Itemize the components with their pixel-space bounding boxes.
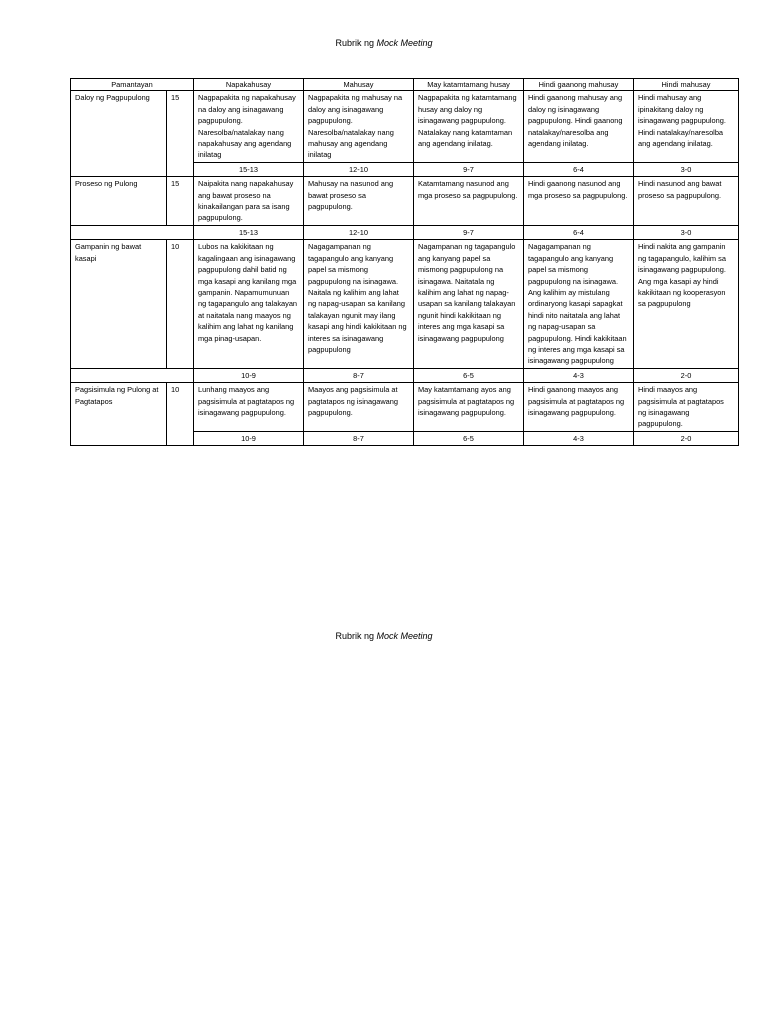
score-row	[71, 368, 739, 382]
header-cell: Napakahusay	[194, 79, 304, 91]
score-cell: 9-7	[414, 225, 524, 239]
score-cell: 4-3	[524, 431, 634, 445]
score-cell: 8-7	[304, 431, 414, 445]
descriptor-cell: Mahusay na nasunod ang bawat proseso sa pagpupulong.	[304, 177, 414, 226]
criterion-cell: Pagsisimula ng Pulong at Pagtatapos	[71, 383, 167, 446]
descriptor-cell: Nagampanan ng tagapangulo ang kanyang papel sa mismong pagpupulong na isinagawa. Naitatala ng kalihim ang lahat ng napag-usapan sa kanilang talakayan ngunit hindi kakikitaan ng interes ang mga kasapi sa isinagawang pagpupulong	[414, 240, 524, 368]
descriptor-cell: Hindi gaanong mahusay ang daloy ng isinagawang pagpupulong. Hindi gaanong natalakay/naresolba ang agendang inilatag.	[524, 91, 634, 162]
descriptor-cell: Hindi gaanong maayos ang pagsisimula at pagtatapos ng isinagawang pagpupulong.	[524, 383, 634, 432]
score-cell: 15-13	[194, 162, 304, 176]
descriptor-cell: Nagagampanan ng tagapangulo ang kanyang papel sa mismong pagpupulong na isinagawa. Naitala ng kalihim ang lahat ng napag-usapan sa kanilang talakayan ngunit may ilang kasapi ang hindi kakikitaan ng interes sa isinagawang pagpupulong	[304, 240, 414, 368]
score-cell: 15-13	[194, 225, 304, 239]
descriptor-cell: Hindi gaanong nasunod ang mga proseso sa pagpupulong.	[524, 177, 634, 226]
header-cell: Mahusay	[304, 79, 414, 91]
page-title: Rubrik ng Mock Meeting	[335, 38, 433, 48]
rubric-table	[70, 78, 739, 446]
header-row	[71, 79, 739, 91]
points-cell: 15	[167, 177, 194, 226]
criterion-cell: Gampanin ng bawat kasapi	[71, 240, 167, 368]
score-cell: 10-9	[194, 431, 304, 445]
descriptor-cell: Nagpapakita ng katamtamang husay ang daloy ng isinagawang pagpupulong. Natalakay nang katamtaman ang agendang inilatag.	[414, 91, 524, 162]
score-cell: 9-7	[414, 162, 524, 176]
score-cell: 6-4	[524, 225, 634, 239]
descriptor-cell: Maayos ang pagsisimula at pagtatapos ng isinagawang pagpupulong.	[304, 383, 414, 432]
score-cell: 8-7	[304, 368, 414, 382]
score-cell: 12-10	[304, 162, 414, 176]
descriptor-cell: Hindi nakita ang gampanin ng tagapangulo, kalihim sa isinagawang pagpupulong. Ang mga kasapi ay hindi kakikitaan ng kooperasyon sa pagpupulong	[634, 240, 739, 368]
criterion-cell: Daloy ng Pagpupulong	[71, 91, 167, 177]
header-cell: Pamantayan	[71, 79, 194, 91]
descriptor-cell: Hindi nasunod ang bawat proseso sa pagpupulong.	[634, 177, 739, 226]
table-row	[71, 91, 739, 162]
score-cell: 3-0	[634, 162, 739, 176]
points-cell: 10	[167, 240, 194, 368]
descriptor-cell: Lunhang maayos ang pagsisimula at pagtatapos ng isinagawang pagpupulong.	[194, 383, 304, 432]
descriptor-cell: Naipakita nang napakahusay ang bawat proseso na kinakailangan para sa isang pagpupulong.	[194, 177, 304, 226]
descriptor-cell: May katamtamang ayos ang pagsisimula at pagtatapos ng isinagawang pagpupulong.	[414, 383, 524, 432]
header-cell: Hindi gaanong mahusay	[524, 79, 634, 91]
score-cell: 3-0	[634, 225, 739, 239]
score-cell: 2-0	[634, 431, 739, 445]
page-title-repeat: Rubrik ng Mock Meeting	[335, 631, 433, 641]
descriptor-cell: Katamtamang nasunod ang mga proseso sa pagpupulong.	[414, 177, 524, 226]
points-cell: 15	[167, 91, 194, 177]
score-cell: 10-9	[194, 368, 304, 382]
descriptor-cell: Nagpapakita ng mahusay na daloy ang isinagawang pagpupulong. Naresolba/natalakay nang mahusay ang agendang inilatag	[304, 91, 414, 162]
descriptor-cell: Lubos na kakikitaan ng kagalingaan ang isinagawang pagpupulong dahil batid ng mga kasapi ang kanilang mga gampanin. Napamumunuan ng tagapangulo ang talakayan at naitatala nang maayos ng kalihim ang lahat ng kanilang mga pinag-usapan.	[194, 240, 304, 368]
header-cell: May katamtamang husay	[414, 79, 524, 91]
descriptor-cell: Nagpapakita ng napakahusay na daloy ang isinagawang pagpupulong. Naresolba/natalakay nang napakahusay ang agendang inilatag	[194, 91, 304, 162]
descriptor-cell: Hindi mahusay ang ipinakitang daloy ng isinagawang pagpupulong. Hindi natalakay/naresolba ang agendang inilatag.	[634, 91, 739, 162]
empty-cell	[71, 368, 194, 382]
table-row	[71, 177, 739, 226]
header-cell: Hindi mahusay	[634, 79, 739, 91]
score-cell: 6-5	[414, 368, 524, 382]
table-row	[71, 240, 739, 368]
score-row	[71, 225, 739, 239]
descriptor-cell: Nagagampanan ng tagapangulo ang kanyang papel sa mismong pagpupulong na isinagawa. Ang kalihim ay mistulang ordinaryong kasapi sapagkat hindi nito naitatala ang lahat ng napag-usapan sa pagpupulong. Hindi kakikitaan ng interes ang mga kasapi sa isinagawang pagpupulong	[524, 240, 634, 368]
points-cell: 10	[167, 383, 194, 446]
score-cell: 6-5	[414, 431, 524, 445]
score-cell: 12-10	[304, 225, 414, 239]
score-cell: 6-4	[524, 162, 634, 176]
empty-cell	[71, 225, 194, 239]
score-cell: 4-3	[524, 368, 634, 382]
criterion-cell: Proseso ng Pulong	[71, 177, 167, 226]
table-row	[71, 383, 739, 432]
descriptor-cell: Hindi maayos ang pagsisimula at pagtatapos ng isinagawang pagpupulong.	[634, 383, 739, 432]
score-cell: 2-0	[634, 368, 739, 382]
